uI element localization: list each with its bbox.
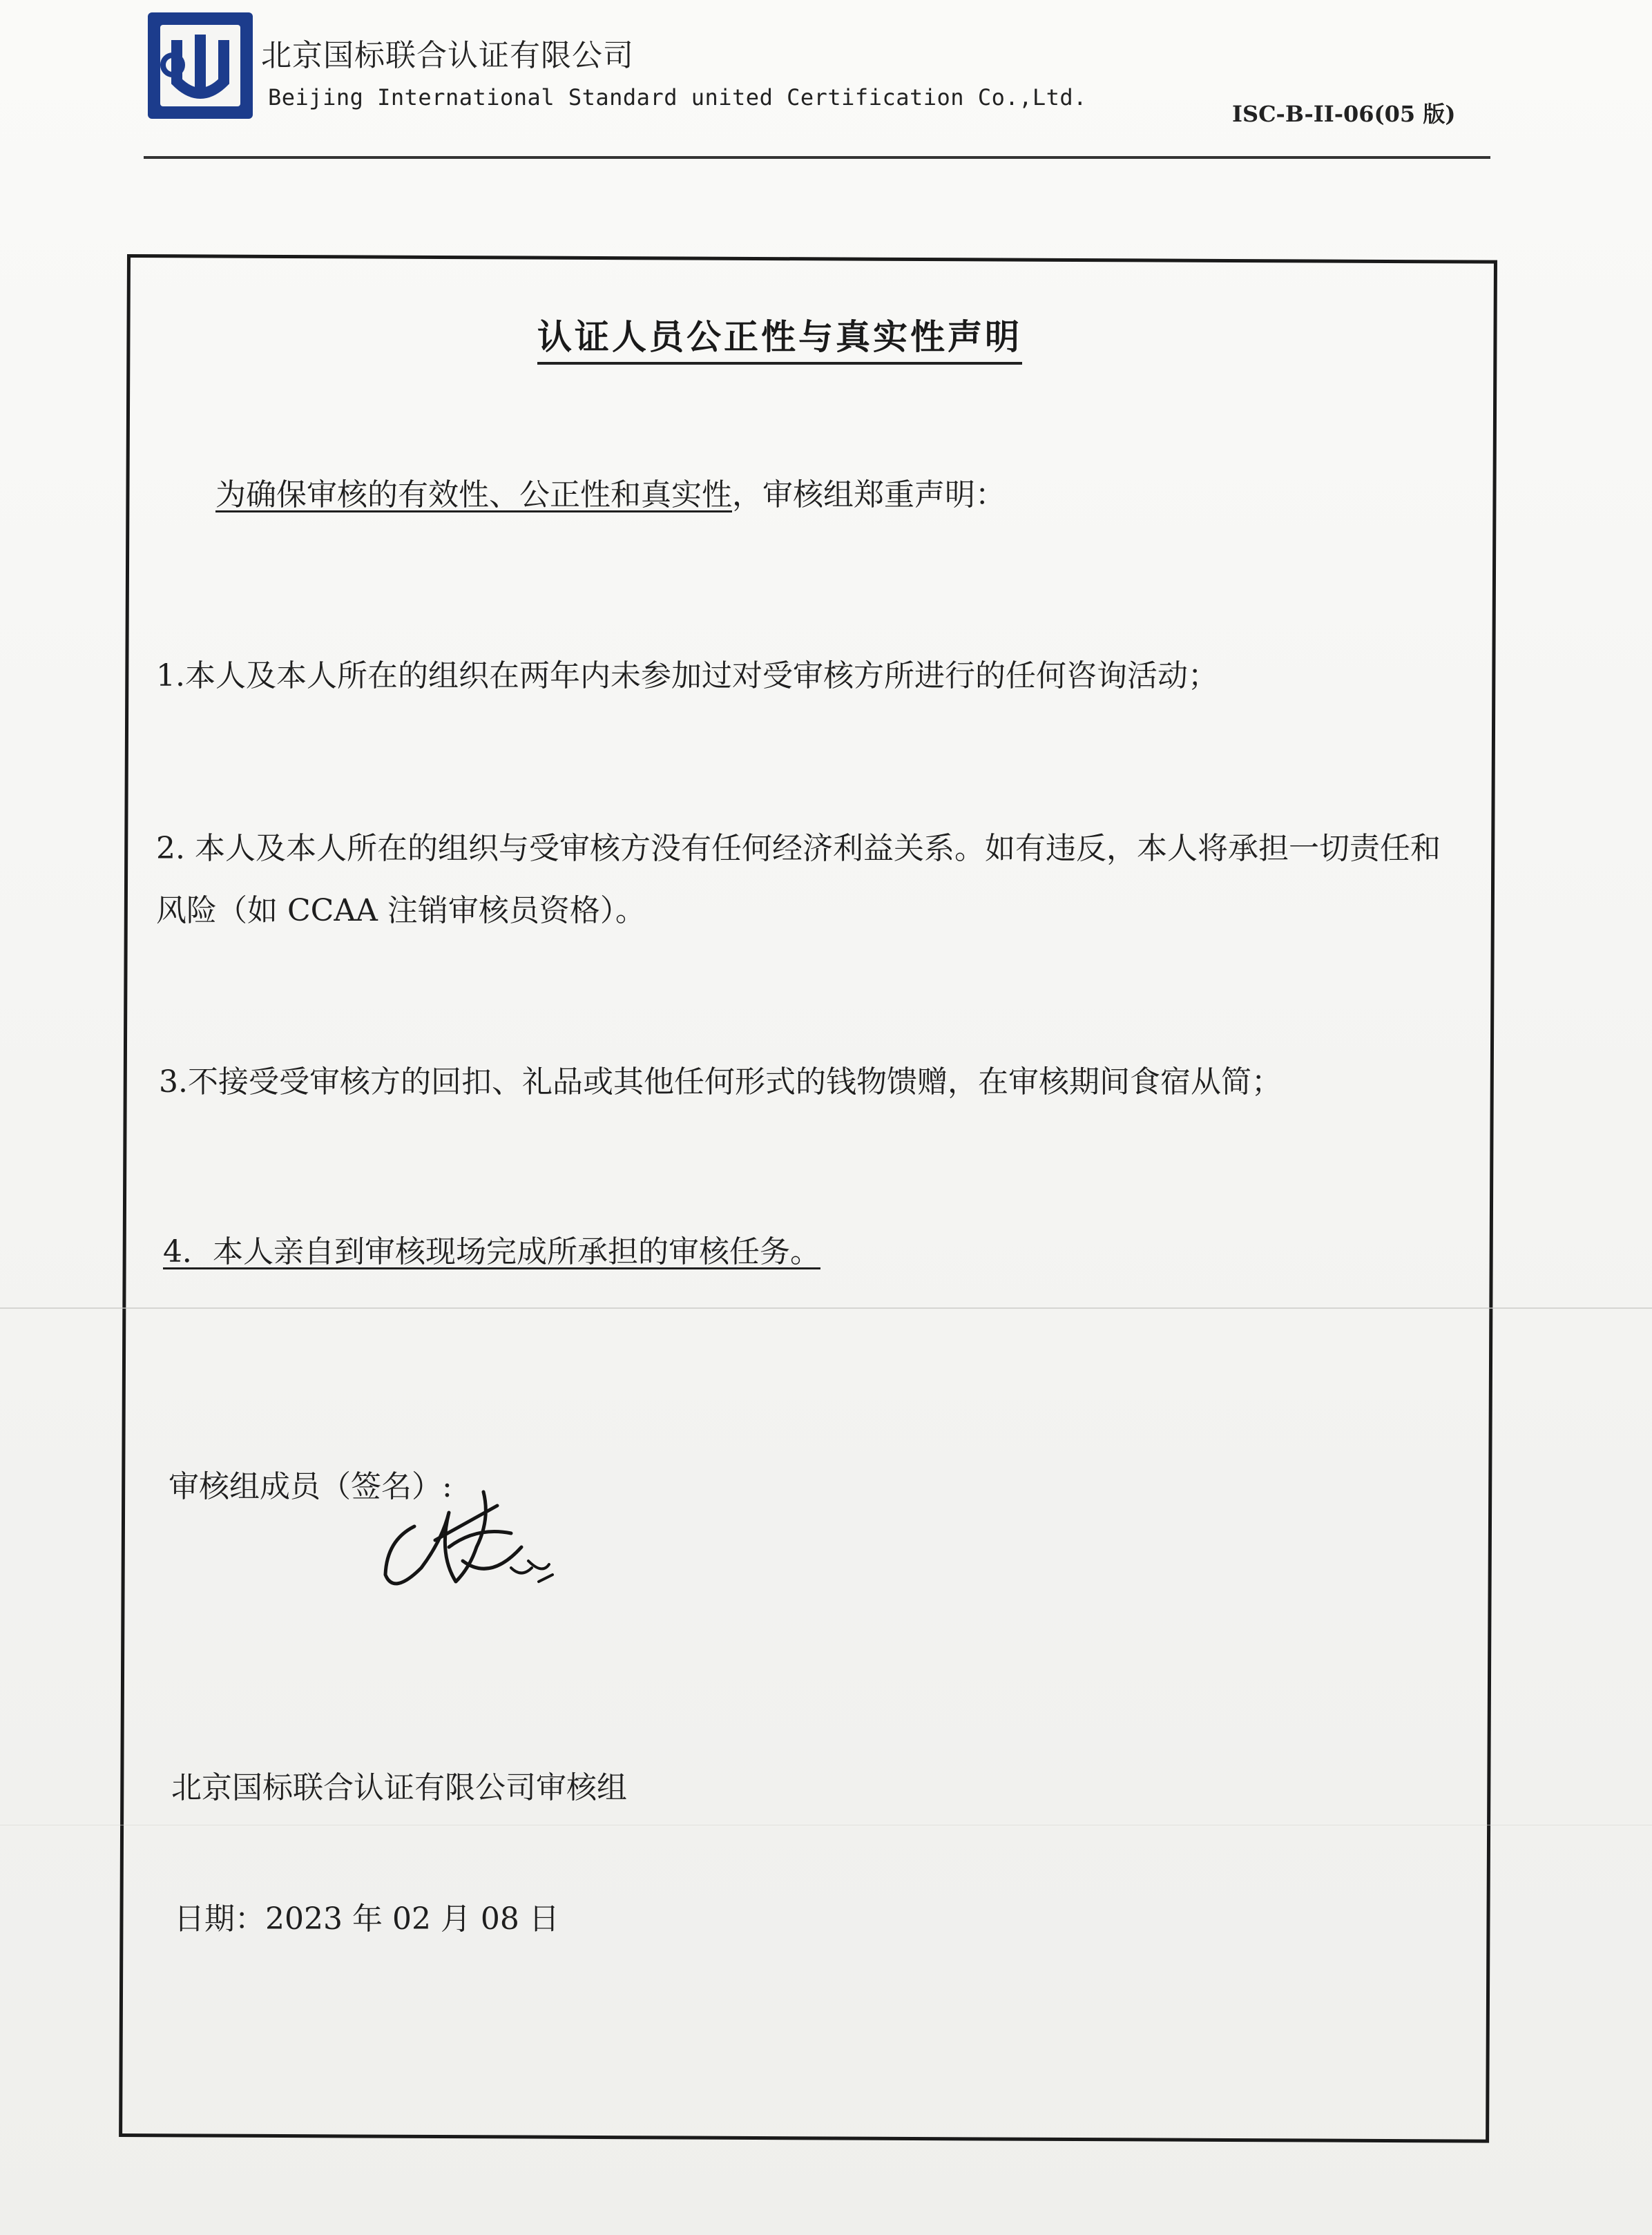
- intro-rest-text: ，审核组郑重声明：: [732, 477, 1006, 512]
- document-code: ISC-B-II-06(05 版): [1232, 101, 1456, 127]
- company-logo: [145, 10, 256, 122]
- handwritten-signature: [373, 1464, 566, 1602]
- statement-item-2-line-2: 风险（如 CCAA 注销审核员资格）。: [156, 893, 646, 928]
- signing-date: 日期：2023 年 02 月 08 日: [174, 1901, 559, 1937]
- intro-underlined-text: 为确保审核的有效性、公正性和真实性: [215, 477, 732, 512]
- statement-frame: [119, 254, 1497, 2143]
- signature-label: 审核组成员（签名）:: [169, 1469, 452, 1504]
- intro-paragraph: [215, 472, 1006, 518]
- audit-group-name: 北京国标联合认证有限公司审核组: [171, 1770, 627, 1805]
- company-name-en: Beijing International Standard united Certification Co.,Ltd.: [268, 84, 1087, 111]
- document-title: 认证人员公正性与真实性声明: [537, 309, 1022, 365]
- paper-fold-line: [0, 1307, 1652, 1309]
- statement-item-1: 1.本人及本人所在的组织在两年内未参加过对受审核方所进行的任何咨询活动；: [156, 658, 1218, 693]
- statement-item-2-line-1: 2. 本人及本人所在的组织与受审核方没有任何经济利益关系。如有违反，本人将承担一切责任和: [156, 831, 1441, 866]
- company-name-cn: 北京国标联合认证有限公司: [261, 38, 634, 73]
- header-divider: [144, 156, 1490, 159]
- statement-item-4: 4．本人亲自到审核现场完成所承担的审核任务。: [163, 1234, 820, 1269]
- statement-item-3: 3.不接受受审核方的回扣、礼品或其他任何形式的钱物馈赠，在审核期间食宿从简；: [159, 1064, 1282, 1100]
